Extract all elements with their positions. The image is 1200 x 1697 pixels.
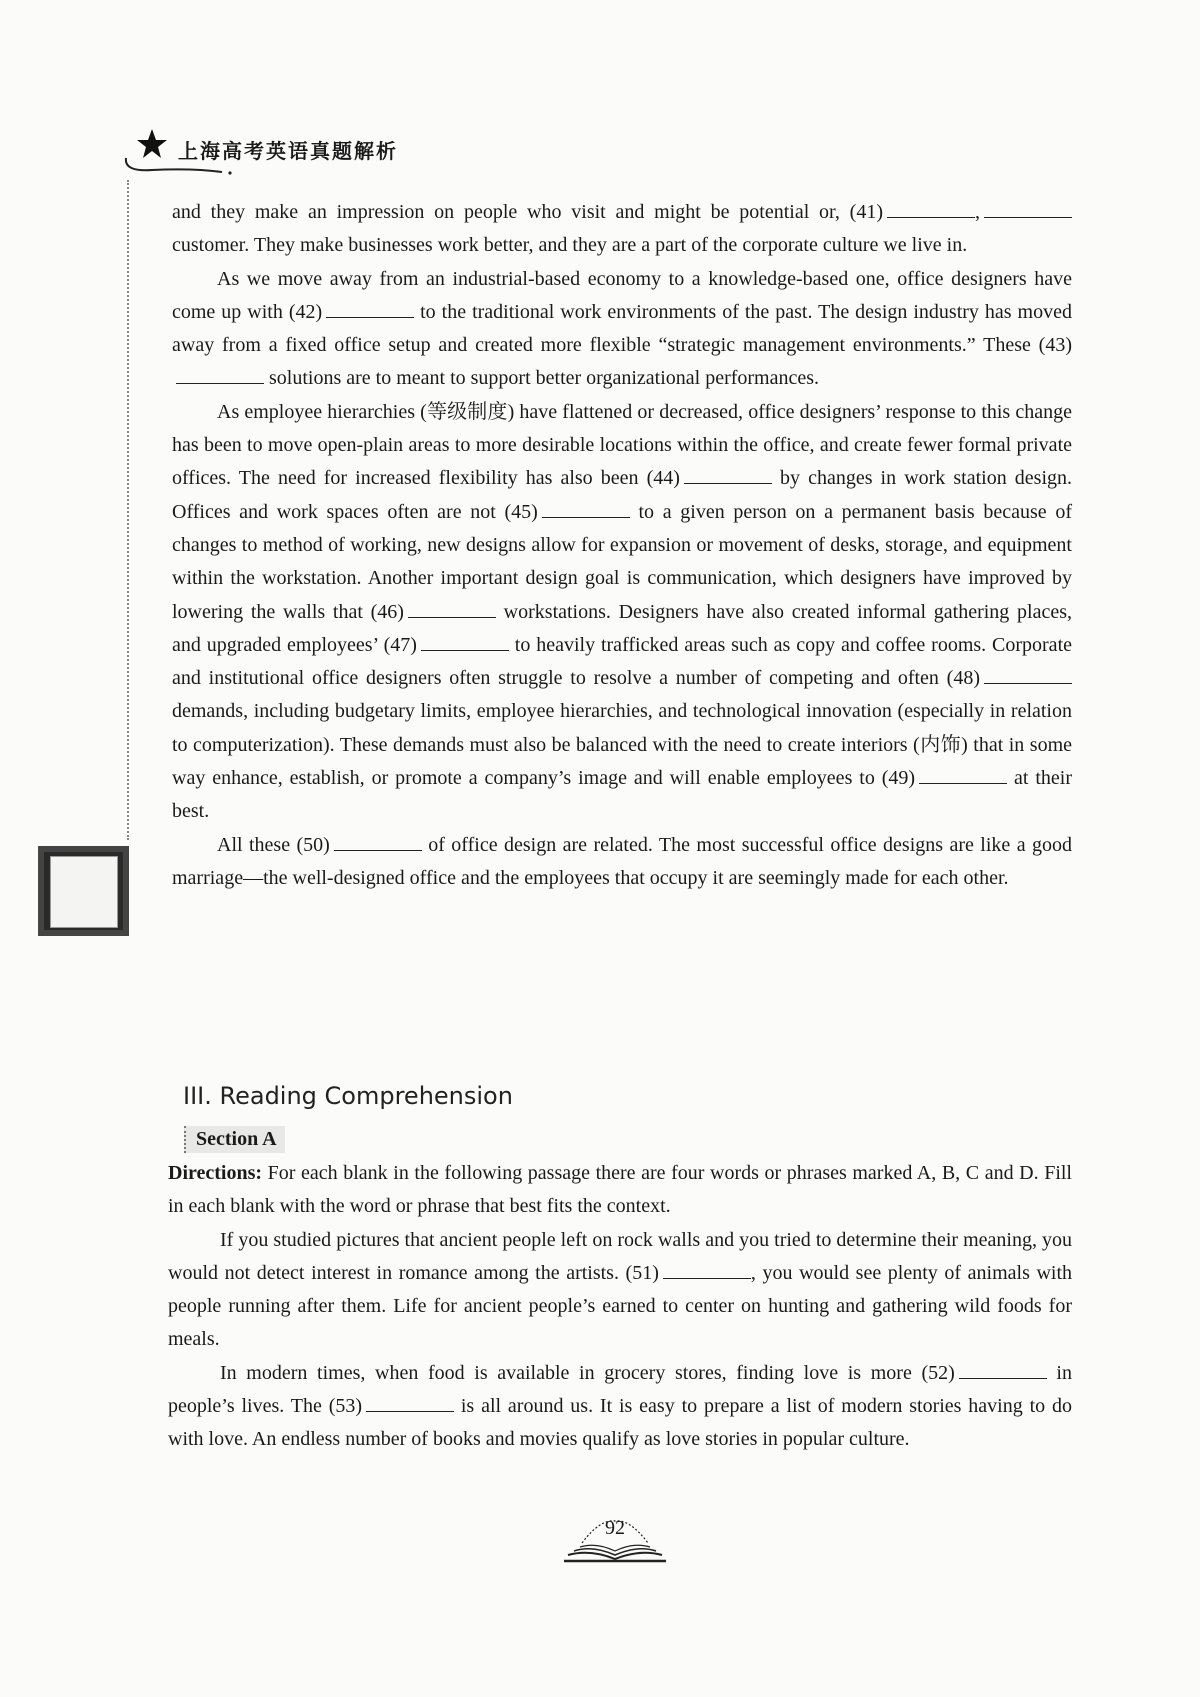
answer-blank: [334, 849, 422, 851]
paragraph-text: is all around us. It is easy to prepare a list of modern stories having to do with love. An endless number of books and movies qualify as love stories in popular culture.: [168, 1395, 1072, 1451]
passage-cloze-1: [172, 196, 1072, 895]
paragraph-text: , you would see plenty of animals with people running after them. Life for ancient people’s earned to center on hunting and gathering wild foods for meals.: [168, 1261, 1072, 1351]
directions-text: For each blank in the following passage there are four words or phrases marked A, B, C and D. Fill in each blank with the word or phrase that best fits the context.: [168, 1162, 1072, 1218]
answer-blank: [919, 782, 1007, 784]
paragraph-text: workstations. Designers have also created informal gathering places, and upgraded employees’ (47): [172, 600, 1072, 656]
page-number: [560, 1515, 670, 1565]
answer-blank: [663, 1277, 751, 1279]
answer-blank: [421, 649, 509, 651]
paragraph-text: As we move away from an industrial-based economy to a knowledge-based one, office designers have come up with (42): [172, 267, 1072, 323]
paragraph-text: to heavily trafficked areas such as copy and coffee rooms. Corporate and institutional office designers often struggle to resolve a number of competing and often (48): [172, 633, 1072, 690]
directions: [168, 1157, 1072, 1224]
paragraph-text: customer. They make businesses work better, and they are a part of the corporate culture we live in.: [172, 234, 968, 257]
answer-blank: [408, 616, 496, 618]
paragraph: [172, 196, 1072, 263]
paragraph-text: to the traditional work environments of the past. The design industry has moved away from a fixed office setup and created more flexible “strategic management environments.” These (43): [172, 300, 1072, 357]
answer-blank: [984, 682, 1072, 684]
paragraph-text: and they make an impression on people who visit and might be potential or, (41): [172, 201, 883, 223]
paragraph-text: As employee hierarchies (等级制度) have flattened or decreased, office designers’ response to this change has been to move open-plain areas to more desirable locations within the office, and create fewer formal private offices. The need for increased flexibility has also been (44): [172, 400, 1072, 490]
paragraph-text: If you studied pictures that ancient people left on rock walls and you tried to determine their meaning, you would not detect interest in romance among the artists. (51): [168, 1228, 1072, 1284]
answer-blank: [326, 316, 414, 318]
answer-blank: [176, 382, 264, 384]
paragraph-text: solutions are to meant to support better organizational performances.: [264, 367, 820, 390]
paragraph-text: demands, including budgetary limits, employee hierarchies, and technological innovation (especially in relation to computerization). These demands must also be balanced with the need to create interiors (内饰) that in some way enhance, establish, or promote a company’s image and will enable employees to (49): [172, 700, 1072, 790]
section-label: Section A: [184, 1126, 285, 1153]
paragraph-text: ,: [975, 201, 980, 223]
margin-dotted-rule: [127, 180, 129, 840]
paragraph: [168, 1224, 1072, 1357]
paragraph-text: of office design are related. The most successful office designs are like a good marriage—the well-designed office and the employees that occupy it are seemingly made for each other.: [172, 833, 1072, 889]
star-icon: [136, 128, 168, 160]
paragraph-text: All these (50): [217, 833, 330, 856]
paragraph-text: to a given person on a permanent basis because of changes to method of working, new designs allow for expansion or movement of desks, storage, and equipment within the workstation. Another important design goal is communication, which designers have improved by lowering the walls that (46): [172, 500, 1073, 623]
paragraph: [172, 396, 1072, 829]
answer-blank: [366, 1410, 454, 1412]
directions-label: Directions:: [168, 1162, 263, 1184]
book-title: 上海高考英语真题解析: [178, 139, 398, 163]
page-number-text: 92: [605, 1517, 625, 1539]
answer-blank: [542, 516, 630, 518]
side-tab-marker: [38, 846, 129, 936]
answer-blank: [984, 216, 1072, 218]
paragraph: [172, 829, 1072, 896]
paragraph-text: by changes in work station design. Offices and work spaces often are not (45): [172, 467, 1072, 523]
section-heading: III. Reading Comprehension: [183, 1082, 513, 1110]
answer-blank: [684, 482, 772, 484]
answer-blank: [887, 216, 975, 218]
page-header: [122, 118, 442, 178]
paragraph-text: In modern times, when food is available in grocery stores, finding love is more (52): [220, 1361, 955, 1384]
answer-blank: [959, 1377, 1047, 1379]
passage-cloze-2: [168, 1157, 1072, 1457]
paragraph: [168, 1357, 1072, 1457]
paragraph-text: at their best.: [172, 767, 1073, 823]
paragraph-text: in people’s lives. The (53): [168, 1361, 1072, 1418]
paragraph: [172, 263, 1072, 396]
